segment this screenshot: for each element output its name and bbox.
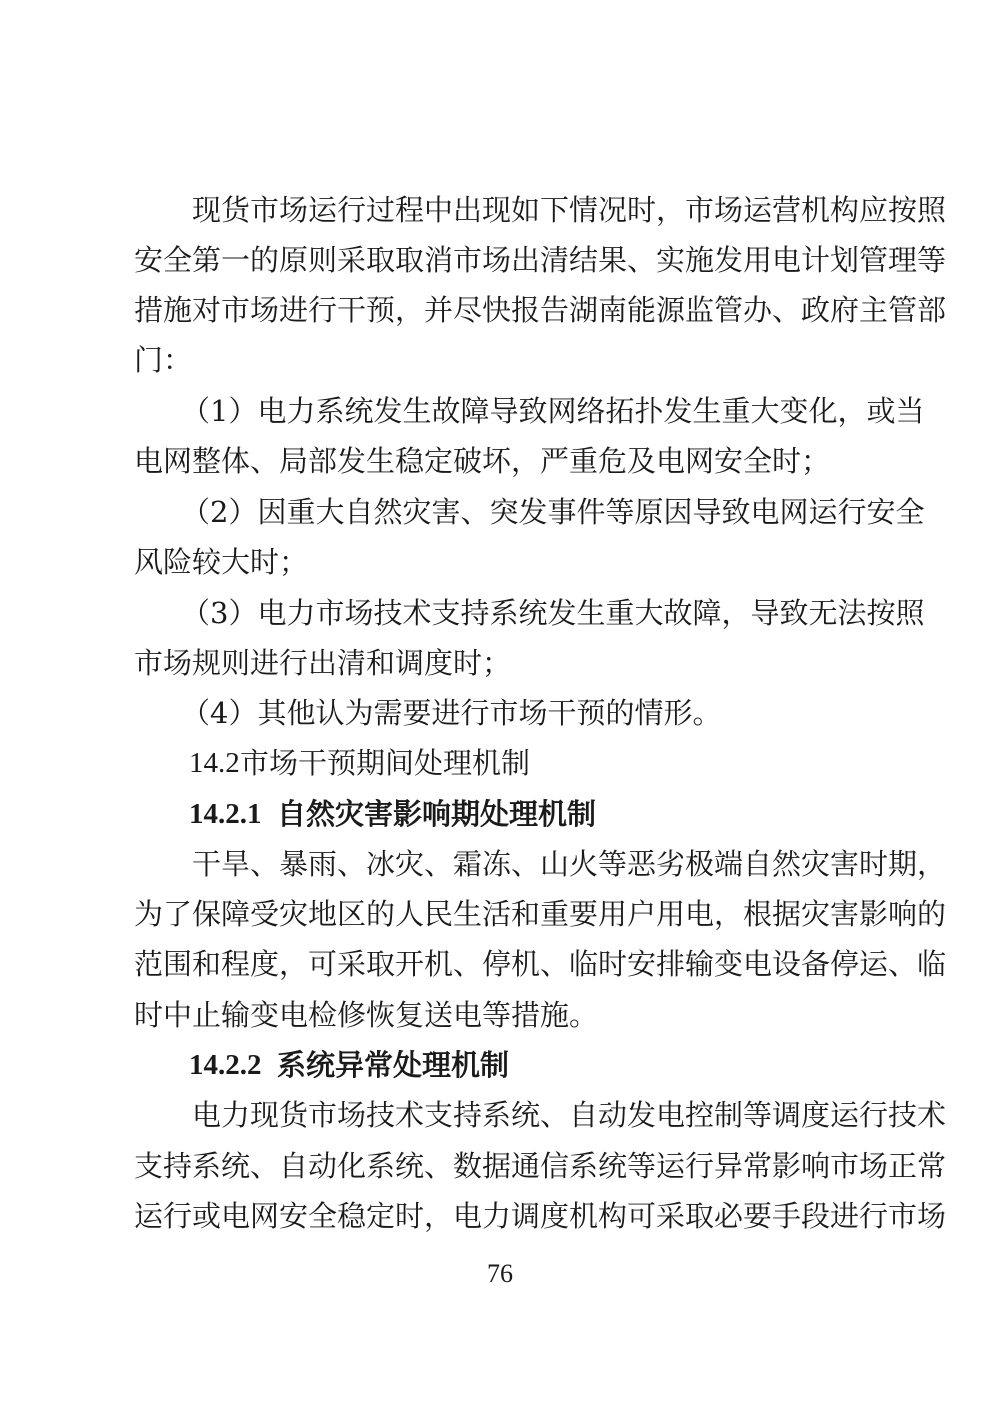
paragraph-line: [0, 283, 1000, 337]
paragraph-line: [0, 1088, 1000, 1142]
subsection-number: 14.2.2: [189, 1049, 262, 1081]
paragraph-line: [0, 937, 1000, 991]
paragraph-line: [0, 988, 1000, 1042]
list-item-line: [0, 686, 1000, 740]
text-line: （3）电力市场技术支持系统发生重大故障，导致无法按照: [181, 596, 925, 630]
subsection-heading: [0, 787, 1000, 841]
section-title: 市场干预期间处理机制: [240, 746, 531, 780]
paragraph-line: [0, 333, 1000, 387]
paragraph-line: [0, 233, 1000, 287]
subsection-heading: [0, 1038, 1000, 1092]
list-item-line: [0, 485, 1000, 539]
text-line: 运行或电网安全稳定时，电力调度机构可采取必要手段进行市场: [134, 1199, 947, 1233]
section-number: 14.2: [189, 747, 240, 779]
text-line: 为了保障受灾地区的人民生活和重要用户用电，根据灾害影响的: [134, 897, 947, 931]
text-line: 现货市场运行过程中出现如下情况时，市场运营机构应按照: [192, 193, 947, 227]
text-line: 门：: [134, 343, 193, 377]
text-line: 措施对市场进行干预，并尽快报告湖南能源监管办、政府主管部: [134, 293, 947, 327]
paragraph-line: [0, 183, 1000, 237]
list-item-line: [0, 636, 1000, 690]
list-item-line: [0, 535, 1000, 589]
list-item-line: [0, 586, 1000, 640]
subsection-title: 自然灾害影响期处理机制: [277, 797, 597, 831]
text-line: 市场规则进行出清和调度时；: [134, 646, 512, 680]
text-line: 支持系统、自动化系统、数据通信系统等运行异常影响市场正常: [134, 1149, 947, 1183]
text-line: 安全第一的原则采取取消市场出清结果、实施发用电计划管理等: [134, 243, 947, 277]
list-item-line: [0, 384, 1000, 438]
subsection-title: 系统异常处理机制: [277, 1048, 510, 1082]
section-heading: [0, 736, 1000, 790]
list-item-line: [0, 434, 1000, 488]
text-line: （2）因重大自然灾害、突发事件等原因导致电网运行安全: [181, 495, 925, 529]
paragraph-line: [0, 1139, 1000, 1193]
text-line: 电网整体、局部发生稳定破坏，严重危及电网安全时；: [134, 444, 831, 478]
text-line: 干旱、暴雨、冰灾、霜冻、山火等恶劣极端自然灾害时期，: [192, 847, 947, 881]
paragraph-line: [0, 1189, 1000, 1243]
page-number: 76: [487, 1259, 513, 1288]
text-line: 电力现货市场技术支持系统、自动发电控制等调度运行技术: [192, 1098, 947, 1132]
text-line: （4）其他认为需要进行市场干预的情形。: [181, 696, 722, 730]
text-line: （1）电力系统发生故障导致网络拓扑发生重大变化，或当: [181, 394, 925, 428]
text-line: 风险较大时；: [134, 545, 309, 579]
text-line: 范围和程度，可采取开机、停机、临时安排输变电设备停运、临: [134, 947, 947, 981]
text-line: 时中止输变电检修恢复送电等措施。: [134, 998, 599, 1032]
paragraph-line: [0, 887, 1000, 941]
subsection-number: 14.2.1: [189, 798, 262, 830]
paragraph-line: [0, 837, 1000, 891]
